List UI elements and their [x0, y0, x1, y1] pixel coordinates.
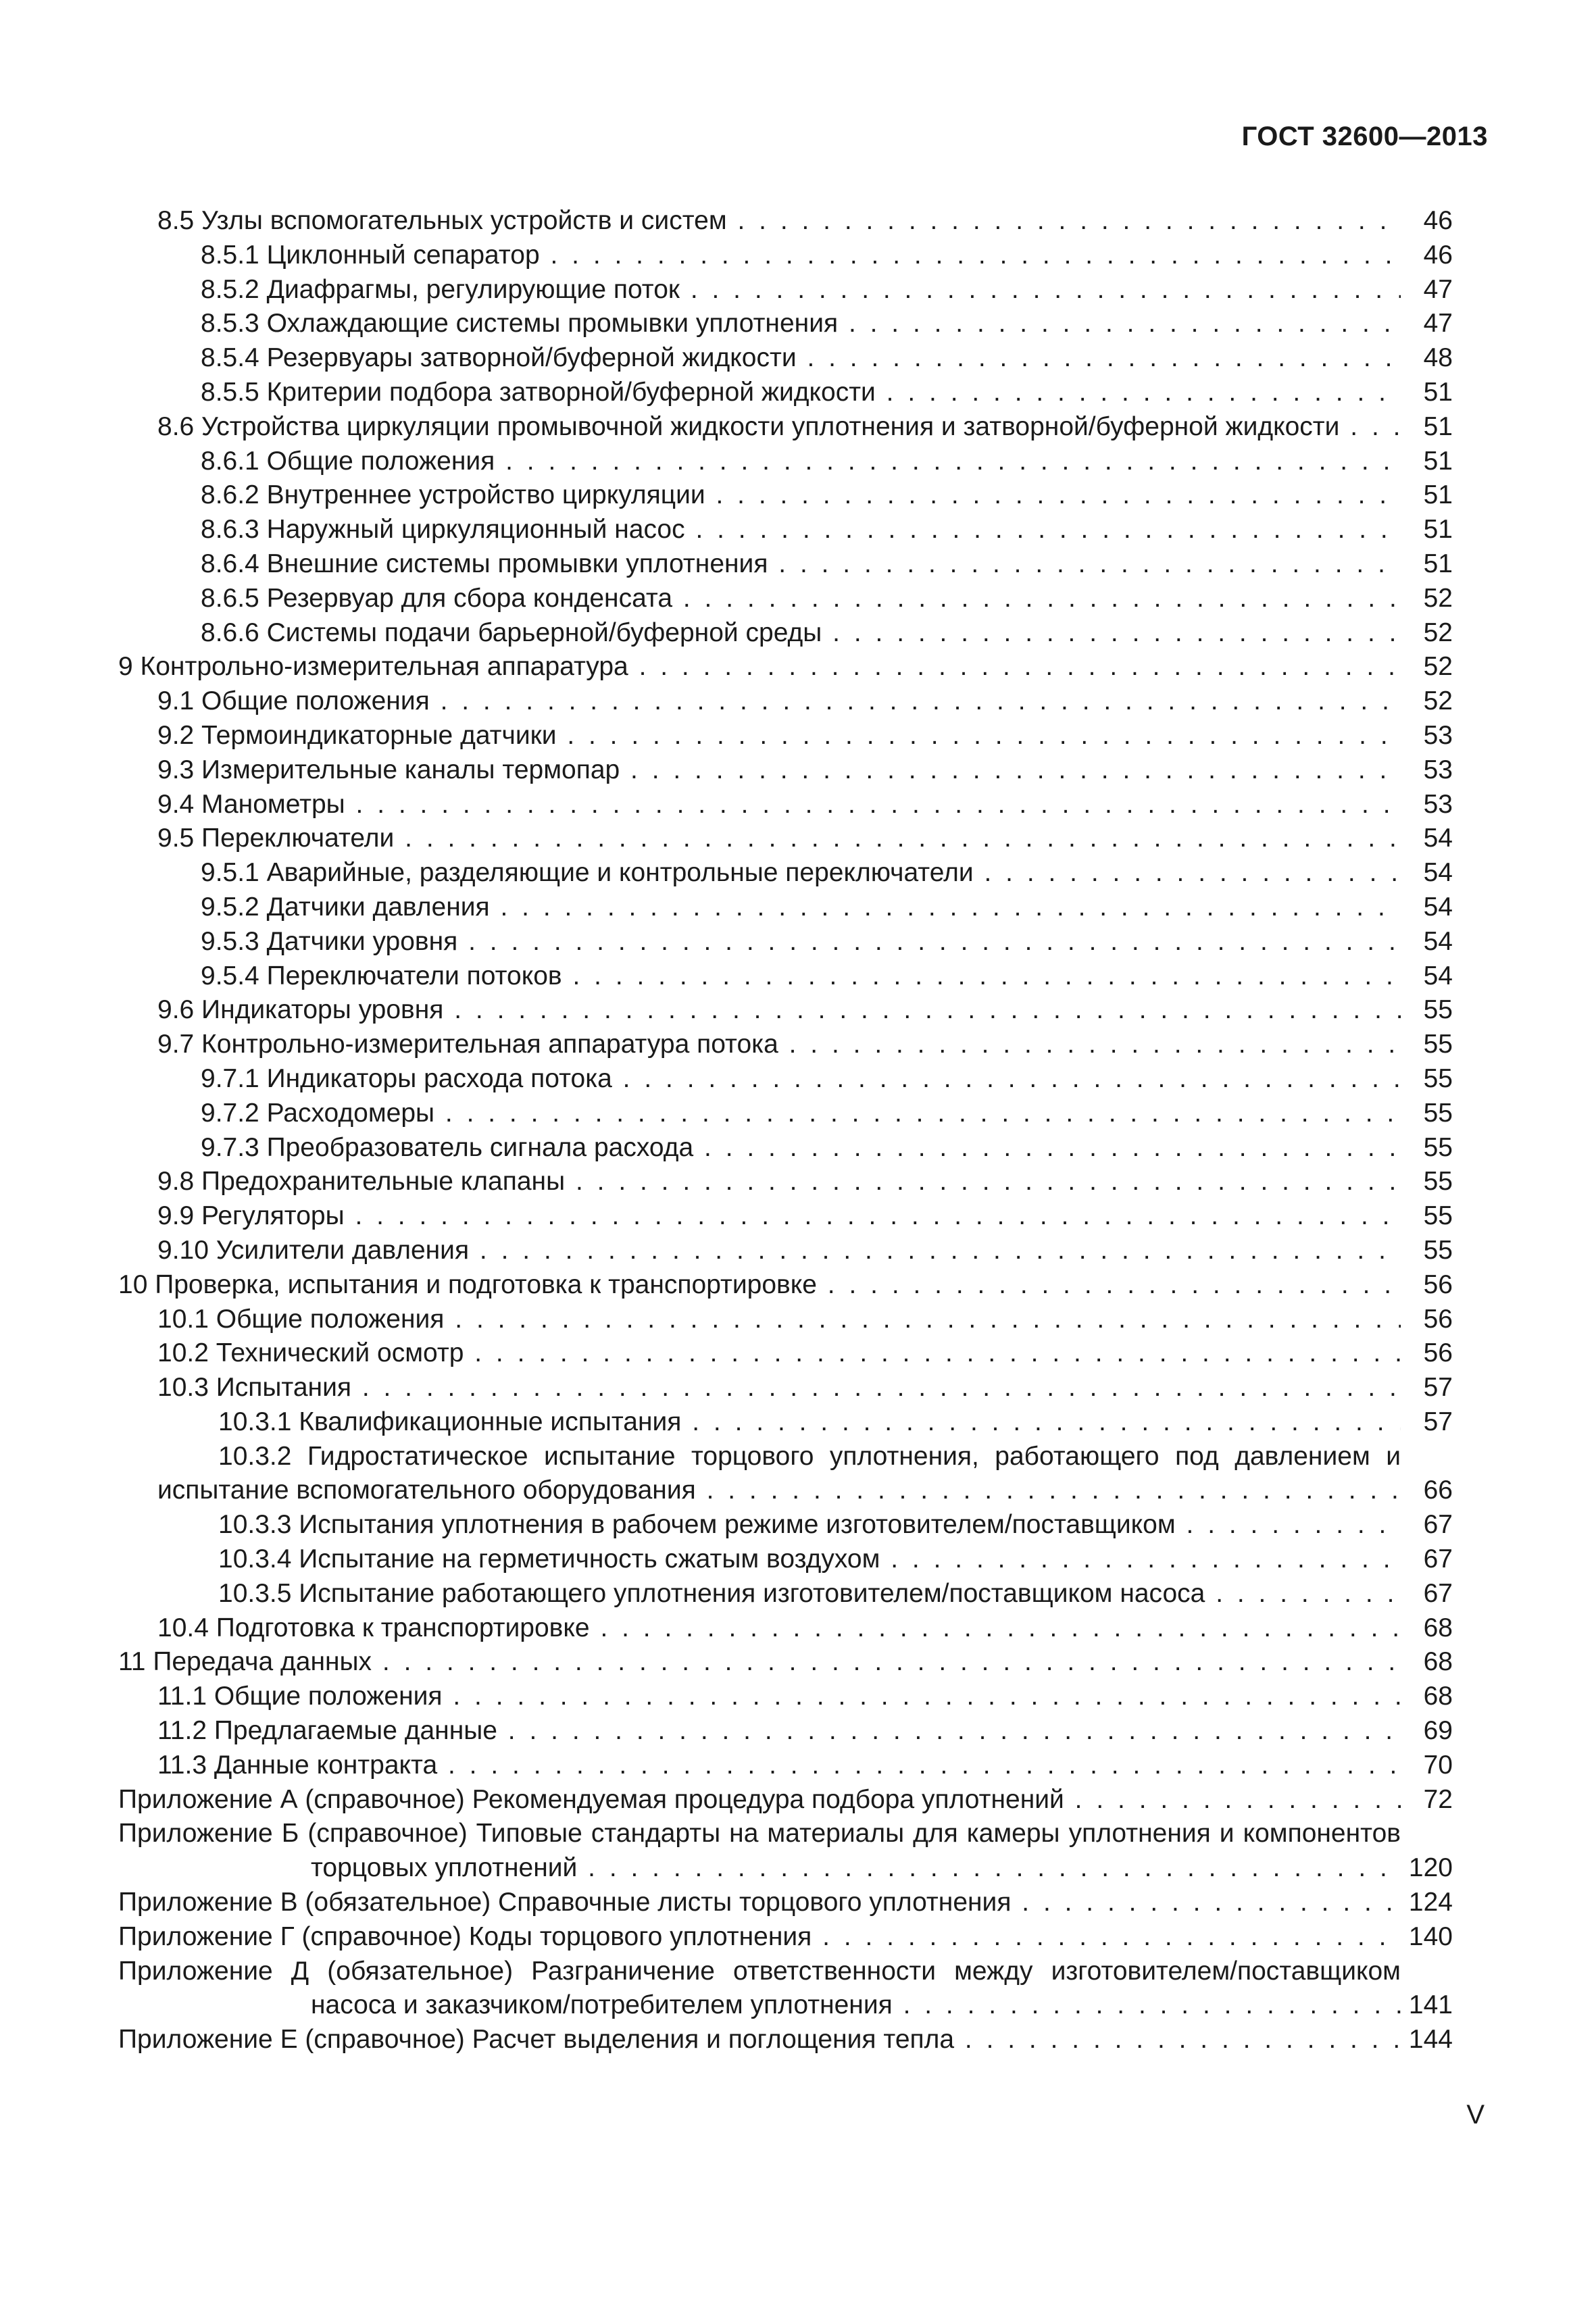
- toc-entry[interactable]: [118, 959, 1453, 994]
- toc-entry-title: 9.7.2 Расходомеры . . .: [201, 1097, 1401, 1131]
- toc-entry-title: 8.5.2 Диафрагмы, регулирующие поток . . .: [201, 273, 1401, 307]
- toc-entry-title: 9.9 Регуляторы . . .: [157, 1199, 1401, 1234]
- toc-entry-title: 9.5.3 Датчики уровня . . .: [201, 925, 1401, 959]
- toc-entry-title: 9.8 Предохранительные клапаны . . .: [157, 1165, 1401, 1199]
- toc-entry[interactable]: [118, 684, 1453, 719]
- toc-entry-title: 8.5.1 Циклонный сепаратор . . .: [201, 238, 1401, 273]
- toc-entry-page: 52: [1423, 618, 1453, 647]
- toc-entry-page: 51: [1423, 515, 1453, 545]
- toc-entry-title: 9 Контрольно-измерительная аппаратура . . .: [118, 650, 1401, 684]
- toc-entry-title: 8.6.1 Общие положения . . .: [201, 445, 1401, 479]
- toc-entry-page: 48: [1423, 343, 1453, 373]
- toc-entry[interactable]: [118, 925, 1453, 959]
- toc-entry-title: 8.6.4 Внешние системы промывки уплотнения . . .: [201, 547, 1401, 582]
- toc-entry-page: 54: [1423, 926, 1453, 956]
- toc-entry-title: 11.3 Данные контракта . . .: [157, 1749, 1401, 1783]
- toc-entry[interactable]: [118, 2023, 1453, 2057]
- toc-entry-page: 55: [1423, 1201, 1453, 1231]
- toc-entry-title: 11.2 Предлагаемые данные . . .: [157, 1714, 1401, 1749]
- toc-entry-page: 56: [1423, 1269, 1453, 1299]
- toc-entry[interactable]: [118, 1886, 1453, 1920]
- toc-entry-title: 9.4 Манометры . . .: [157, 788, 1401, 822]
- toc-entry-title: 8.5.3 Охлаждающие системы промывки уплотнения . . .: [201, 307, 1401, 341]
- toc-entry-title: 9.3 Измерительные каналы термопар . . .: [157, 753, 1401, 788]
- toc-entry-page: 51: [1423, 446, 1453, 476]
- toc-entry-page: 141: [1408, 1990, 1453, 2020]
- toc-entry[interactable]: [118, 307, 1453, 341]
- toc-entry-title: 9.5.2 Датчики давления . . .: [201, 890, 1401, 925]
- toc-entry-page: 70: [1423, 1750, 1453, 1780]
- toc-entry[interactable]: [118, 478, 1453, 513]
- toc-entry[interactable]: [118, 238, 1453, 273]
- toc-entry[interactable]: [118, 1542, 1453, 1577]
- toc-entry-title: 9.7 Контрольно-измерительная аппаратура потока . . .: [157, 1028, 1401, 1062]
- toc-entry-title: 10.3.5 Испытание работающего уплотнения изготовителем/поставщиком насоса . . .: [218, 1577, 1401, 1611]
- toc-entry-title: 8.6.5 Резервуар для сбора конденсата . . .: [201, 582, 1401, 616]
- toc-entry[interactable]: [118, 1131, 1453, 1165]
- toc-entry[interactable]: [118, 616, 1453, 651]
- toc-entry-title: 8.6 Устройства циркуляции промывочной жидкости уплотнения и затворной/буферной жидкости . . .: [157, 410, 1401, 445]
- toc-entry-page: 55: [1423, 995, 1453, 1025]
- toc-entry[interactable]: [118, 1028, 1453, 1062]
- toc-entry-page: 72: [1423, 1784, 1453, 1814]
- toc-entry-page: 46: [1423, 206, 1453, 235]
- toc-entry-title: 10.2 Технический осмотр . . .: [157, 1336, 1401, 1371]
- toc-entry-title: Приложение Д (обязательное) Разграничение ответственности между изготовителем/поставщиком: [118, 1956, 1401, 1986]
- toc-entry[interactable]: [118, 890, 1453, 925]
- toc-entry-page: 57: [1423, 1407, 1453, 1436]
- toc-entry-title: 8.6.6 Системы подачи барьерной/буферной среды . . .: [201, 616, 1401, 651]
- toc-entry-page: 55: [1423, 1167, 1453, 1197]
- toc-entry-title: 10.3.3 Испытания уплотнения в рабочем режиме изготовителем/поставщиком . . .: [218, 1508, 1401, 1542]
- toc-entry-title: насоса и заказчиком/потребителем уплотнения . . .: [311, 1988, 1401, 2023]
- toc-entry-page: 54: [1423, 892, 1453, 922]
- toc-entry[interactable]: [118, 1955, 1453, 1989]
- toc-entry-title: 8.5.5 Критерии подбора затворной/буферной жидкости . . .: [201, 376, 1401, 410]
- toc-entry-page: 53: [1423, 720, 1453, 750]
- toc-entry[interactable]: [118, 1645, 1453, 1680]
- toc-entry[interactable]: [118, 1714, 1453, 1749]
- page-number: V: [1466, 2100, 1485, 2130]
- toc-entry[interactable]: [118, 1508, 1453, 1542]
- toc-entry[interactable]: [118, 273, 1453, 307]
- toc-entry[interactable]: [118, 341, 1453, 376]
- toc-entry-title: Приложение Б (справочное) Типовые стандарты на материалы для камеры уплотнения и компонентов: [118, 1819, 1401, 1848]
- toc-entry-page: 51: [1423, 549, 1453, 578]
- toc-entry-page: 55: [1423, 1235, 1453, 1265]
- toc-entry[interactable]: [118, 856, 1453, 890]
- toc-entry-title: Приложение А (справочное) Рекомендуемая процедура подбора уплотнений . . .: [118, 1783, 1401, 1817]
- toc-entry-page: 55: [1423, 1063, 1453, 1093]
- toc-entry-title: 9.7.3 Преобразователь сигнала расхода . . .: [201, 1131, 1401, 1165]
- toc-entry-title: 10.3.4 Испытание на герметичность сжатым воздухом . . .: [218, 1542, 1401, 1577]
- toc-entry-page: 67: [1423, 1510, 1453, 1540]
- toc-entry[interactable]: [118, 1405, 1453, 1440]
- toc-entry-title: 8.5.4 Резервуары затворной/буферной жидкости . . .: [201, 341, 1401, 376]
- toc-entry[interactable]: [118, 1199, 1453, 1234]
- toc-entry-page: 54: [1423, 858, 1453, 888]
- toc-entry-page: 69: [1423, 1716, 1453, 1746]
- toc-entry[interactable]: [118, 719, 1453, 753]
- toc-entry-title: 9.5.4 Переключатели потоков . . .: [201, 959, 1401, 994]
- toc-entry-page: 55: [1423, 1030, 1453, 1059]
- toc-entry-title: 9.5 Переключатели . . .: [157, 822, 1401, 856]
- toc-entry-page: 51: [1423, 480, 1453, 510]
- toc-entry-title: 10.4 Подготовка к транспортировке . . .: [157, 1611, 1401, 1646]
- toc-entry-page: 144: [1408, 2025, 1453, 2055]
- toc-entry[interactable]: [118, 1268, 1453, 1303]
- toc-entry[interactable]: [118, 1988, 1453, 2023]
- toc-entry-title: Приложение Г (справочное) Коды торцового уплотнения . . .: [118, 1920, 1401, 1955]
- toc-entry[interactable]: [118, 1303, 1453, 1337]
- toc-entry-page: 68: [1423, 1682, 1453, 1711]
- toc-entry-title: 10.3.1 Квалификационные испытания . . .: [218, 1405, 1401, 1440]
- toc-entry-title: Приложение Е (справочное) Расчет выделения и поглощения тепла . . .: [118, 2023, 1401, 2057]
- toc-entry-title: торцовых уплотнений . . .: [311, 1851, 1401, 1886]
- toc-entry[interactable]: [118, 1474, 1453, 1508]
- toc-entry[interactable]: [118, 1817, 1453, 1851]
- toc-entry-page: 47: [1423, 274, 1453, 304]
- toc-entry-page: 46: [1423, 240, 1453, 270]
- toc-entry-title: 9.2 Термоиндикаторные датчики . . .: [157, 719, 1401, 753]
- toc-entry-title: 11.1 Общие положения . . .: [157, 1680, 1401, 1714]
- toc-entry-page: 53: [1423, 755, 1453, 784]
- toc-entry[interactable]: [118, 1165, 1453, 1199]
- toc-entry-page: 57: [1423, 1373, 1453, 1403]
- toc-entry[interactable]: [118, 1440, 1453, 1474]
- toc-entry-page: 67: [1423, 1544, 1453, 1574]
- toc-entry[interactable]: [118, 1611, 1453, 1646]
- toc-entry-title: 8.6.3 Наружный циркуляционный насос . . .: [201, 513, 1401, 547]
- toc-entry[interactable]: [118, 513, 1453, 547]
- toc-entry[interactable]: [118, 753, 1453, 788]
- toc-entry-title: испытание вспомогательного оборудования . . .: [157, 1474, 1401, 1508]
- toc-entry-page: 55: [1423, 1098, 1453, 1128]
- toc-entry-page: 47: [1423, 309, 1453, 338]
- toc-entry[interactable]: [118, 1680, 1453, 1714]
- toc-entry[interactable]: [118, 1062, 1453, 1097]
- toc-entry-page: 51: [1423, 411, 1453, 441]
- toc-entry-title: 9.1 Общие положения . . .: [157, 684, 1401, 719]
- toc-entry-title: 9.7.1 Индикаторы расхода потока . . .: [201, 1062, 1401, 1097]
- toc-entry-page: 52: [1423, 686, 1453, 716]
- toc-entry[interactable]: [118, 410, 1453, 445]
- toc-entry-page: 52: [1423, 652, 1453, 682]
- table-of-contents: [118, 204, 1453, 2057]
- toc-entry-title: 10.3.2 Гидростатическое испытание торцового уплотнения, работающего под давлением и: [218, 1441, 1401, 1471]
- toc-entry-page: 54: [1423, 824, 1453, 853]
- toc-entry[interactable]: [118, 1097, 1453, 1131]
- toc-entry-page: 53: [1423, 789, 1453, 819]
- toc-entry-page: 55: [1423, 1132, 1453, 1162]
- toc-entry[interactable]: [118, 788, 1453, 822]
- toc-entry[interactable]: [118, 1749, 1453, 1783]
- toc-entry-page: 120: [1408, 1853, 1453, 1883]
- toc-entry-title: Приложение В (обязательное) Справочные листы торцового уплотнения . . .: [118, 1886, 1401, 1920]
- toc-entry-page: 140: [1408, 1921, 1453, 1951]
- toc-entry-page: 68: [1423, 1613, 1453, 1642]
- toc-entry-title: 8.5 Узлы вспомогательных устройств и систем . . .: [157, 204, 1401, 238]
- toc-entry[interactable]: [118, 822, 1453, 856]
- toc-entry-title: 8.6.2 Внутреннее устройство циркуляции . . .: [201, 478, 1401, 513]
- page-header: ГОСТ 32600—2013: [1241, 122, 1488, 151]
- toc-entry-title: 11 Передача данных . . .: [118, 1645, 1401, 1680]
- toc-entry-page: 68: [1423, 1647, 1453, 1677]
- toc-entry[interactable]: [118, 1234, 1453, 1268]
- toc-entry-page: 51: [1423, 377, 1453, 407]
- toc-entry[interactable]: [118, 1371, 1453, 1405]
- toc-entry[interactable]: [118, 547, 1453, 582]
- toc-entry-page: 52: [1423, 583, 1453, 613]
- toc-entry[interactable]: [118, 1920, 1453, 1955]
- toc-entry[interactable]: [118, 1783, 1453, 1817]
- toc-entry[interactable]: [118, 1851, 1453, 1886]
- toc-entry[interactable]: [118, 650, 1453, 684]
- toc-entry-title: 10 Проверка, испытания и подготовка к транспортировке . . .: [118, 1268, 1401, 1303]
- toc-entry-page: 66: [1423, 1476, 1453, 1505]
- toc-entry-title: 10.3 Испытания . . .: [157, 1371, 1401, 1405]
- toc-entry-title: 9.5.1 Аварийные, разделяющие и контрольные переключатели . . .: [201, 856, 1401, 890]
- toc-entry[interactable]: [118, 204, 1453, 238]
- toc-entry-page: 56: [1423, 1338, 1453, 1368]
- toc-entry[interactable]: [118, 582, 1453, 616]
- toc-entry-page: 67: [1423, 1578, 1453, 1608]
- toc-entry[interactable]: [118, 1336, 1453, 1371]
- toc-entry[interactable]: [118, 1577, 1453, 1611]
- toc-entry-title: 9.10 Усилители давления . . .: [157, 1234, 1401, 1268]
- toc-entry-title: 9.6 Индикаторы уровня . . .: [157, 993, 1401, 1028]
- toc-entry-title: 10.1 Общие положения . . .: [157, 1303, 1401, 1337]
- toc-entry-page: 56: [1423, 1304, 1453, 1334]
- toc-entry-page: 54: [1423, 961, 1453, 990]
- toc-entry[interactable]: [118, 376, 1453, 410]
- toc-entry[interactable]: [118, 993, 1453, 1028]
- toc-entry-page: 124: [1408, 1888, 1453, 1917]
- toc-entry[interactable]: [118, 445, 1453, 479]
